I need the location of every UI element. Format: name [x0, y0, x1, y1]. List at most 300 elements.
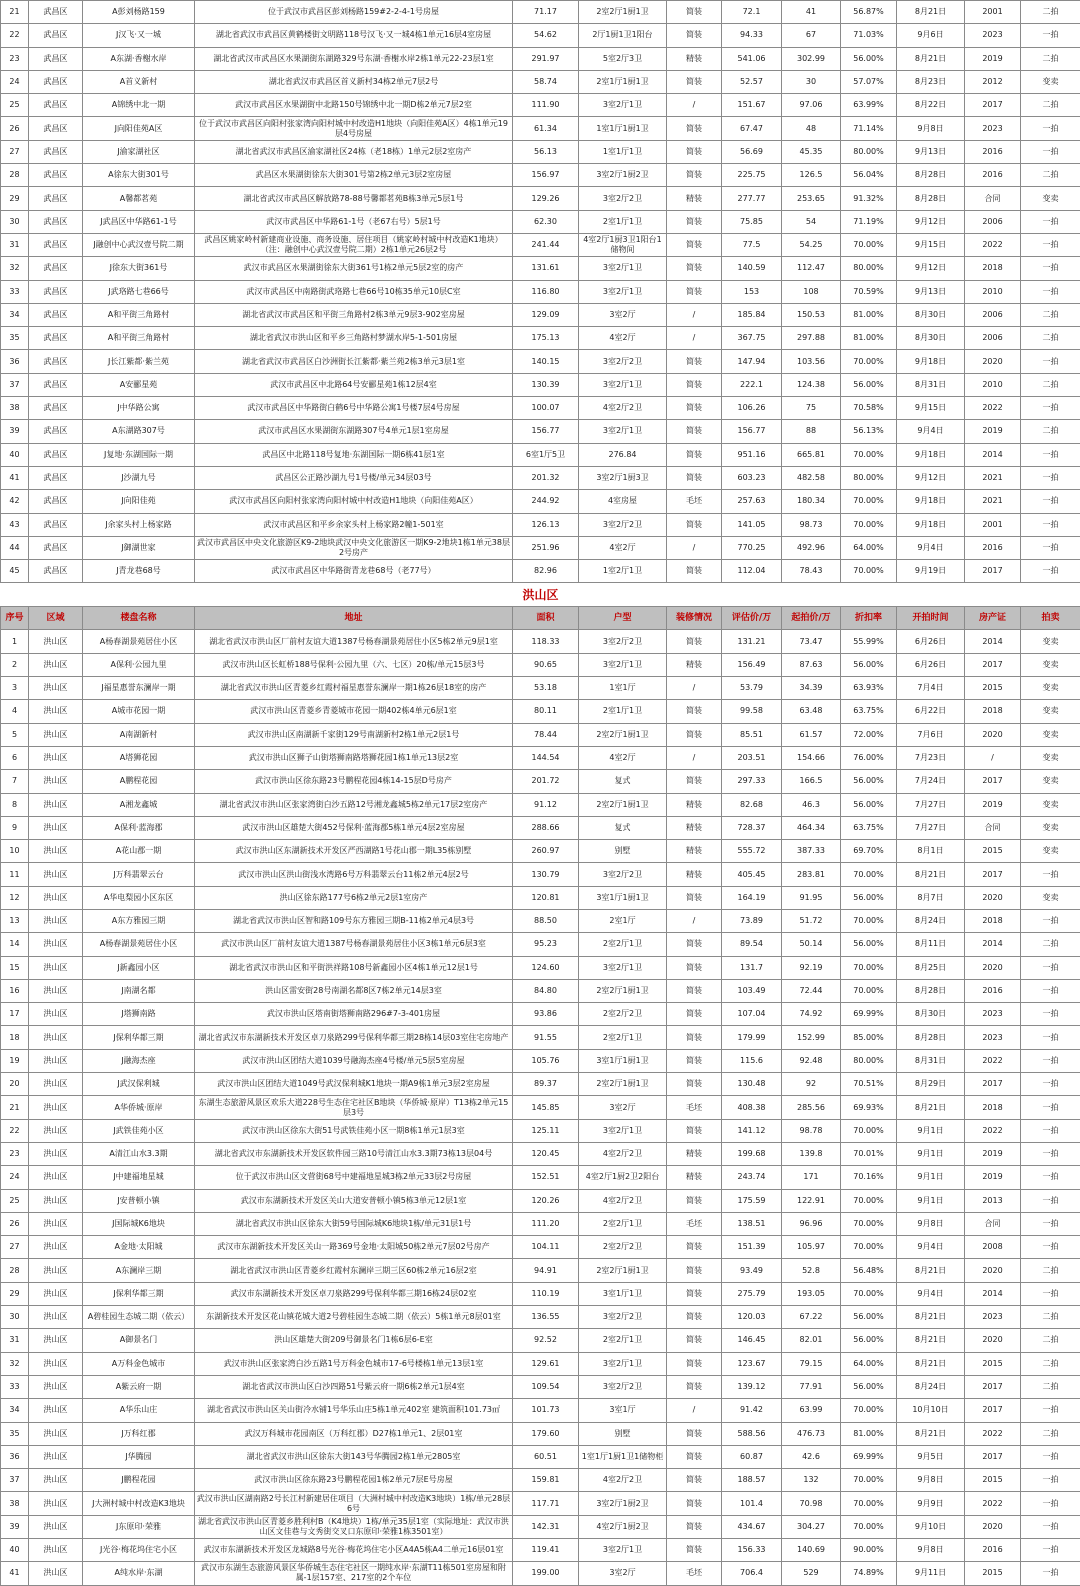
table-cell: 武昌区公正路沙湖九号1号楼/单元34层03号: [195, 466, 513, 489]
table-row: [1, 164, 1080, 187]
table-cell: 二拍: [1021, 1329, 1080, 1352]
table-cell: 276.84: [579, 443, 667, 466]
table-cell: 41: [1, 1562, 29, 1585]
table-cell: J南湖名都: [83, 979, 195, 1002]
table-cell: 洪山区: [29, 1166, 83, 1189]
table-cell: 9月18日: [897, 490, 965, 513]
table-cell: 简装: [667, 350, 722, 373]
table-cell: 15: [1, 956, 29, 979]
table-cell: 4室2厅2卫: [579, 1142, 667, 1165]
table-cell: 二拍: [1021, 47, 1080, 70]
table-cell: 8月28日: [897, 979, 965, 1002]
table-cell: 70.58%: [841, 397, 897, 420]
table-cell: J中建福地星城: [83, 1166, 195, 1189]
table-cell: 湖北省武汉市武昌区水果湖街东湖路329号东湖·香榭水岸2栋1单元22-23层1室: [195, 47, 513, 70]
table-cell: 120.81: [513, 886, 579, 909]
table-cell: 简装: [667, 1259, 722, 1282]
table-cell: 129.09: [513, 303, 579, 326]
table-cell: J武汉保利城: [83, 1073, 195, 1096]
table-cell: 63.99%: [841, 94, 897, 117]
table-cell: 9月11日: [897, 1562, 965, 1585]
table-cell: 166.5: [782, 770, 841, 793]
table-cell: 106.26: [722, 397, 782, 420]
table-cell: 79.15: [782, 1352, 841, 1375]
table-cell: 112.04: [722, 560, 782, 583]
table-row: [1, 886, 1080, 909]
table-row: [1, 1306, 1080, 1329]
table-cell: 2017: [965, 770, 1021, 793]
table-cell: 175.13: [513, 327, 579, 350]
table-cell: 8月1日: [897, 840, 965, 863]
table-cell: 武昌区: [29, 257, 83, 280]
table-cell: 4室2厅1厨2卫: [579, 1515, 667, 1538]
table-cell: 2016: [965, 979, 1021, 1002]
header-cell: 序号: [1, 607, 29, 630]
table-cell: 98.78: [782, 1119, 841, 1142]
table-cell: J福星惠誉东澜岸一期: [83, 677, 195, 700]
table-cell: 洪山区: [29, 1515, 83, 1538]
table-cell: 156.33: [722, 1539, 782, 1562]
table-cell: 476.73: [782, 1422, 841, 1445]
table-cell: 简装: [667, 1049, 722, 1072]
table-cell: 简装: [667, 1422, 722, 1445]
table-cell: 117.71: [513, 1492, 579, 1515]
header-cell: 面积: [513, 607, 579, 630]
table-cell: J新鑫园小区: [83, 956, 195, 979]
table-cell: 武汉市武昌区中华路街白鹤6号中华路公寓1号楼7层4号房屋: [195, 397, 513, 420]
table-cell: 154.66: [782, 746, 841, 769]
table-cell: 武昌区: [29, 490, 83, 513]
table-cell: 23: [1, 47, 29, 70]
table-cell: 2020: [965, 956, 1021, 979]
table-cell: 770.25: [722, 536, 782, 559]
table-cell: 9月4日: [897, 536, 965, 559]
table-cell: 洪山区: [29, 1445, 83, 1468]
table-cell: 变卖: [1021, 886, 1080, 909]
table-cell: 6月22日: [897, 700, 965, 723]
table-cell: 130.39: [513, 373, 579, 396]
table-cell: A花山郡一期: [83, 840, 195, 863]
table-cell: 70.00%: [841, 1399, 897, 1422]
table-cell: 洪山区: [29, 1189, 83, 1212]
table-cell: 8月30日: [897, 327, 965, 350]
table-cell: 99.58: [722, 700, 782, 723]
table-cell: 2017: [965, 863, 1021, 886]
table-cell: 武昌区: [29, 350, 83, 373]
table-cell: 洪山区: [29, 770, 83, 793]
table-cell: 8: [1, 793, 29, 816]
table-cell: 45.35: [782, 140, 841, 163]
table-cell: 37: [1, 373, 29, 396]
table-cell: 126.5: [782, 164, 841, 187]
table-cell: A东澜岸三期: [83, 1259, 195, 1282]
table-cell: 简装: [667, 933, 722, 956]
table-cell: 2020: [965, 723, 1021, 746]
table-cell: 9月8日: [897, 1539, 965, 1562]
table-cell: 变卖: [1021, 653, 1080, 676]
table-cell: 118.33: [513, 630, 579, 653]
table-cell: 武汉市洪山区湖南路2号长江村新建居住项目（大洲村城中村改造K3地块）1栋/单元28层6号: [195, 1492, 513, 1515]
table-cell: 9月1日: [897, 1166, 965, 1189]
table-cell: 9月15日: [897, 397, 965, 420]
table-cell: 洪山区: [29, 816, 83, 839]
table-cell: 70.00%: [841, 1492, 897, 1515]
table-cell: 别墅: [579, 840, 667, 863]
table-cell: A南湖新村: [83, 723, 195, 746]
table-cell: 湖北省武汉市武昌区渝家湖社区24栋（老18栋）1单元2层2室房产: [195, 140, 513, 163]
table-cell: 湖北省武汉市洪山区厂前村友谊大道1387号杨春湖景苑居住小区5栋2单元9层1室: [195, 630, 513, 653]
table-cell: 70.00%: [841, 1515, 897, 1538]
table-cell: /: [667, 1399, 722, 1422]
table-cell: 63.75%: [841, 816, 897, 839]
table-cell: 32: [1, 257, 29, 280]
table-row: [1, 327, 1080, 350]
table-cell: 2014: [965, 630, 1021, 653]
table-cell: 一拍: [1021, 863, 1080, 886]
table-cell: 湖北省武汉市洪山区徐东大街59号国际城K6地块1栋/单元31层1号: [195, 1212, 513, 1235]
table-cell: 武汉市洪山区团结大道1039号融海杰座4号楼/单元5层5室房屋: [195, 1049, 513, 1072]
table-cell: 78.44: [513, 723, 579, 746]
table-cell: J东原印·荣雅: [83, 1515, 195, 1538]
table-cell: 52.57: [722, 70, 782, 93]
table-cell: 7月24日: [897, 770, 965, 793]
table-cell: 一拍: [1021, 909, 1080, 932]
table-cell: 241.44: [513, 233, 579, 256]
table-cell: 一拍: [1021, 1049, 1080, 1072]
table-cell: 3室2厅1卫: [579, 1352, 667, 1375]
table-cell: 简装: [667, 373, 722, 396]
table-cell: 武汉市东湖新技术开发区龙城路8号光谷·梅花坞住宅小区A4A5栋A4二单元16层01室: [195, 1539, 513, 1562]
table-cell: A安郦星苑: [83, 373, 195, 396]
table-cell: 2006: [965, 327, 1021, 350]
table-cell: 9月18日: [897, 443, 965, 466]
table-cell: 588.56: [722, 1422, 782, 1445]
table-cell: 38: [1, 397, 29, 420]
table-cell: 一拍: [1021, 560, 1080, 583]
table-cell: 武汉市洪山区东湖新技术开发区严西湖路1号花山郡一期L35栋别墅: [195, 840, 513, 863]
table-cell: 70.00%: [841, 1236, 897, 1259]
table-cell: 139.12: [722, 1375, 782, 1398]
table-cell: J徐东大街361号: [83, 257, 195, 280]
table-cell: 9月4日: [897, 1236, 965, 1259]
table-cell: J渝家湖社区: [83, 140, 195, 163]
table-cell: 二拍: [1021, 1259, 1080, 1282]
table-cell: 2022: [965, 1422, 1021, 1445]
table-cell: 56.00%: [841, 1375, 897, 1398]
table-cell: 297.88: [782, 327, 841, 350]
table-row: [1, 117, 1080, 140]
table-row: [1, 1049, 1080, 1072]
table-cell: 76.00%: [841, 746, 897, 769]
table-cell: 141.05: [722, 513, 782, 536]
table-cell: 3室2厅: [579, 303, 667, 326]
table-cell: 4室房屋: [579, 490, 667, 513]
table-cell: 一拍: [1021, 350, 1080, 373]
table-cell: 54: [782, 210, 841, 233]
table-cell: 武汉市洪山区南湖新千家街129号南湖新村2栋1单元2层1号: [195, 723, 513, 746]
table-cell: 9月12日: [897, 466, 965, 489]
table-row: [1, 397, 1080, 420]
table-cell: 二拍: [1021, 1, 1080, 24]
table-cell: 一拍: [1021, 1142, 1080, 1165]
table-cell: 精装: [667, 1166, 722, 1189]
table-cell: 武昌区: [29, 70, 83, 93]
wuchang-rows: [1, 1, 1080, 583]
table-cell: 1室1厅: [579, 677, 667, 700]
table-cell: 8月11日: [897, 933, 965, 956]
table-cell: /: [667, 746, 722, 769]
table-cell: 3室2厅1卫: [579, 94, 667, 117]
table-cell: 2室2厅2卫: [579, 1003, 667, 1026]
table-cell: 26: [1, 1212, 29, 1235]
table-cell: 72.00%: [841, 723, 897, 746]
table-row: [1, 1445, 1080, 1468]
table-cell: 2019: [965, 1166, 1021, 1189]
table-row: [1, 700, 1080, 723]
table-cell: 70.00%: [841, 1282, 897, 1305]
table-row: [1, 1166, 1080, 1189]
table-cell: 408.38: [722, 1096, 782, 1119]
table-cell: 56.69: [722, 140, 782, 163]
table-row: [1, 257, 1080, 280]
table-cell: /: [667, 327, 722, 350]
table-cell: 2016: [965, 164, 1021, 187]
table-cell: 95.23: [513, 933, 579, 956]
header-cell: 折扣率: [841, 607, 897, 630]
table-cell: 复式: [579, 770, 667, 793]
table-cell: 6室1厅5卫: [513, 443, 579, 466]
table-cell: 一拍: [1021, 1282, 1080, 1305]
table-cell: 2017: [965, 1445, 1021, 1468]
table-row: [1, 1, 1080, 24]
table-row: [1, 233, 1080, 256]
table-cell: 243.74: [722, 1166, 782, 1189]
table-cell: 变卖: [1021, 677, 1080, 700]
table-cell: 179.99: [722, 1026, 782, 1049]
table-cell: 洪山区: [29, 933, 83, 956]
table-cell: 一拍: [1021, 1539, 1080, 1562]
table-cell: 29: [1, 187, 29, 210]
hongshan-rows: [1, 630, 1080, 1585]
table-cell: 81.00%: [841, 303, 897, 326]
table-cell: 2室2厅1卫: [579, 1026, 667, 1049]
table-cell: 一拍: [1021, 1026, 1080, 1049]
table-cell: J华腾园: [83, 1445, 195, 1468]
table-cell: 9月5日: [897, 1445, 965, 1468]
table-cell: 8月7日: [897, 886, 965, 909]
table-cell: 武昌区: [29, 513, 83, 536]
table-cell: 一拍: [1021, 1212, 1080, 1235]
table-cell: 140.59: [722, 257, 782, 280]
table-cell: 120.26: [513, 1189, 579, 1212]
table-row: [1, 1422, 1080, 1445]
table-cell: 175.59: [722, 1189, 782, 1212]
table-row: [1, 1469, 1080, 1492]
table-cell: 洪山区: [29, 863, 83, 886]
header-cell: 开拍时间: [897, 607, 965, 630]
table-cell: 75.85: [722, 210, 782, 233]
table-cell: 71.03%: [841, 24, 897, 47]
table-cell: 144.54: [513, 746, 579, 769]
table-cell: 199.68: [722, 1142, 782, 1165]
table-cell: 3室2厅1卫: [579, 373, 667, 396]
table-cell: 555.72: [722, 840, 782, 863]
table-cell: J中华路公寓: [83, 397, 195, 420]
table-row: [1, 1189, 1080, 1212]
table-cell: 70.01%: [841, 1142, 897, 1165]
table-cell: 湖北省武汉市洪山区徐东大街143号华腾园2栋1单元2805室: [195, 1445, 513, 1468]
table-cell: 洪山区: [29, 630, 83, 653]
table-cell: 39: [1, 1515, 29, 1538]
table-cell: 2015: [965, 1352, 1021, 1375]
table-cell: 武汉市洪山区青菱乡青菱城市花园一期402栋4单元6层1室: [195, 700, 513, 723]
table-cell: 4室2厅: [579, 536, 667, 559]
table-cell: 291.97: [513, 47, 579, 70]
table-cell: 简装: [667, 397, 722, 420]
table-cell: 67.47: [722, 117, 782, 140]
table-cell: 103.49: [722, 979, 782, 1002]
table-cell: 119.41: [513, 1539, 579, 1562]
table-cell: 东湖生态旅游风景区欢乐大道228号生态住宅社区B地块（华侨城·原岸）T13栋2单元15层3号: [195, 1096, 513, 1119]
table-cell: 70.00%: [841, 979, 897, 1002]
table-cell: A首义新村: [83, 70, 195, 93]
table-cell: 89.37: [513, 1073, 579, 1096]
table-cell: 257.63: [722, 490, 782, 513]
table-cell: 洪山区雷安街28号南湖名都8区7栋2单元14层3室: [195, 979, 513, 1002]
table-cell: 武汉市武昌区中华路61-1号（老67右号）5层1号: [195, 210, 513, 233]
table-row: [1, 1375, 1080, 1398]
table-row: [1, 746, 1080, 769]
table-cell: 2室1厅1厨1卫: [579, 70, 667, 93]
table-cell: 1室2厅1卫: [579, 560, 667, 583]
table-cell: 40: [1, 1539, 29, 1562]
table-cell: 2: [1, 653, 29, 676]
table-cell: 洪山区: [29, 1375, 83, 1398]
table-cell: 3室2厅1卫: [579, 257, 667, 280]
table-cell: 2017: [965, 1399, 1021, 1422]
table-cell: 武昌区: [29, 117, 83, 140]
table-cell: 洪山区: [29, 1142, 83, 1165]
table-cell: 简装: [667, 1539, 722, 1562]
table-cell: 精装: [667, 1142, 722, 1165]
table-cell: 简装: [667, 1026, 722, 1049]
table-cell: 变卖: [1021, 70, 1080, 93]
table-cell: 288.66: [513, 816, 579, 839]
table-row: [1, 1399, 1080, 1422]
table-cell: 2室2厅1卫: [579, 1212, 667, 1235]
table-cell: 一拍: [1021, 1562, 1080, 1585]
table-cell: 7月4日: [897, 677, 965, 700]
table-cell: 2006: [965, 210, 1021, 233]
table-cell: 3室2厅1厨2卫: [579, 164, 667, 187]
table-cell: 2017: [965, 94, 1021, 117]
table-cell: 56.87%: [841, 1, 897, 24]
table-cell: 二拍: [1021, 1352, 1080, 1375]
table-cell: 70.00%: [841, 443, 897, 466]
table-cell: 武汉市东湖新技术开发区卓刀泉路299号保利华都三期16栋24层02室: [195, 1282, 513, 1305]
table-cell: 63.48: [782, 700, 841, 723]
table-cell: J光谷·梅花坞住宅小区: [83, 1539, 195, 1562]
table-cell: 变卖: [1021, 723, 1080, 746]
table-row: [1, 536, 1080, 559]
table-cell: 洪山区: [29, 1562, 83, 1585]
table-cell: 56.00%: [841, 653, 897, 676]
table-cell: 285.56: [782, 1096, 841, 1119]
table-cell: 简装: [667, 1306, 722, 1329]
table-cell: 毛坯: [667, 1562, 722, 1585]
table-cell: 2017: [965, 653, 1021, 676]
table-cell: 2室2厅2卫: [579, 1236, 667, 1259]
table-cell: A馨都茗苑: [83, 187, 195, 210]
table-cell: 94.91: [513, 1259, 579, 1282]
table-cell: 27: [1, 1236, 29, 1259]
table-cell: 87.63: [782, 653, 841, 676]
table-cell: 7月23日: [897, 746, 965, 769]
table-cell: 8月24日: [897, 909, 965, 932]
table-cell: 151.39: [722, 1236, 782, 1259]
table-cell: 二拍: [1021, 164, 1080, 187]
table-cell: 湖北省武汉市武昌区白沙洲街长江紫都·紫兰苑2栋3单元3层1室: [195, 350, 513, 373]
table-cell: 一拍: [1021, 233, 1080, 256]
table-cell: J武昌区中华路61-1号: [83, 210, 195, 233]
table-cell: 70.51%: [841, 1073, 897, 1096]
table-cell: 洪山区: [29, 1003, 83, 1026]
table-cell: 151.67: [722, 94, 782, 117]
table-cell: 104.11: [513, 1236, 579, 1259]
table-cell: 55.99%: [841, 630, 897, 653]
table-cell: 2010: [965, 373, 1021, 396]
table-cell: 18: [1, 1026, 29, 1049]
table-cell: A碧桂园生态城二期（依云）: [83, 1306, 195, 1329]
table-cell: 78.43: [782, 560, 841, 583]
table-cell: 武昌区: [29, 560, 83, 583]
table-cell: 9月8日: [897, 1212, 965, 1235]
table-cell: 80.11: [513, 700, 579, 723]
table-row: [1, 1492, 1080, 1515]
table-cell: 253.65: [782, 187, 841, 210]
table-row: [1, 187, 1080, 210]
table-row: [1, 723, 1080, 746]
table-cell: 70.00%: [841, 909, 897, 932]
table-cell: 4: [1, 700, 29, 723]
table-row: [1, 350, 1080, 373]
table-cell: 8月28日: [897, 164, 965, 187]
table-cell: A华乐山庄: [83, 1399, 195, 1422]
table-cell: 434.67: [722, 1515, 782, 1538]
table-cell: A和平街三角路村: [83, 327, 195, 350]
table-cell: 48: [782, 117, 841, 140]
table-cell: 7月27日: [897, 816, 965, 839]
table-row: [1, 956, 1080, 979]
table-cell: 43: [1, 513, 29, 536]
table-cell: 28: [1, 1259, 29, 1282]
table-cell: 67: [782, 24, 841, 47]
table-cell: 武昌区: [29, 466, 83, 489]
table-cell: 洪山区: [29, 746, 83, 769]
table-cell: A城市花园一期: [83, 700, 195, 723]
table-cell: 一拍: [1021, 280, 1080, 303]
table-cell: 2022: [965, 397, 1021, 420]
table-cell: 110.19: [513, 1282, 579, 1305]
table-cell: 2室2厅1厨1卫: [579, 1, 667, 24]
table-cell: 94.33: [722, 24, 782, 47]
table-cell: 82.68: [722, 793, 782, 816]
table-cell: 665.81: [782, 443, 841, 466]
table-cell: 156.97: [513, 164, 579, 187]
table-row: [1, 979, 1080, 1002]
table-cell: 41: [782, 1, 841, 24]
table-cell: 3室2厅1卫: [579, 420, 667, 443]
